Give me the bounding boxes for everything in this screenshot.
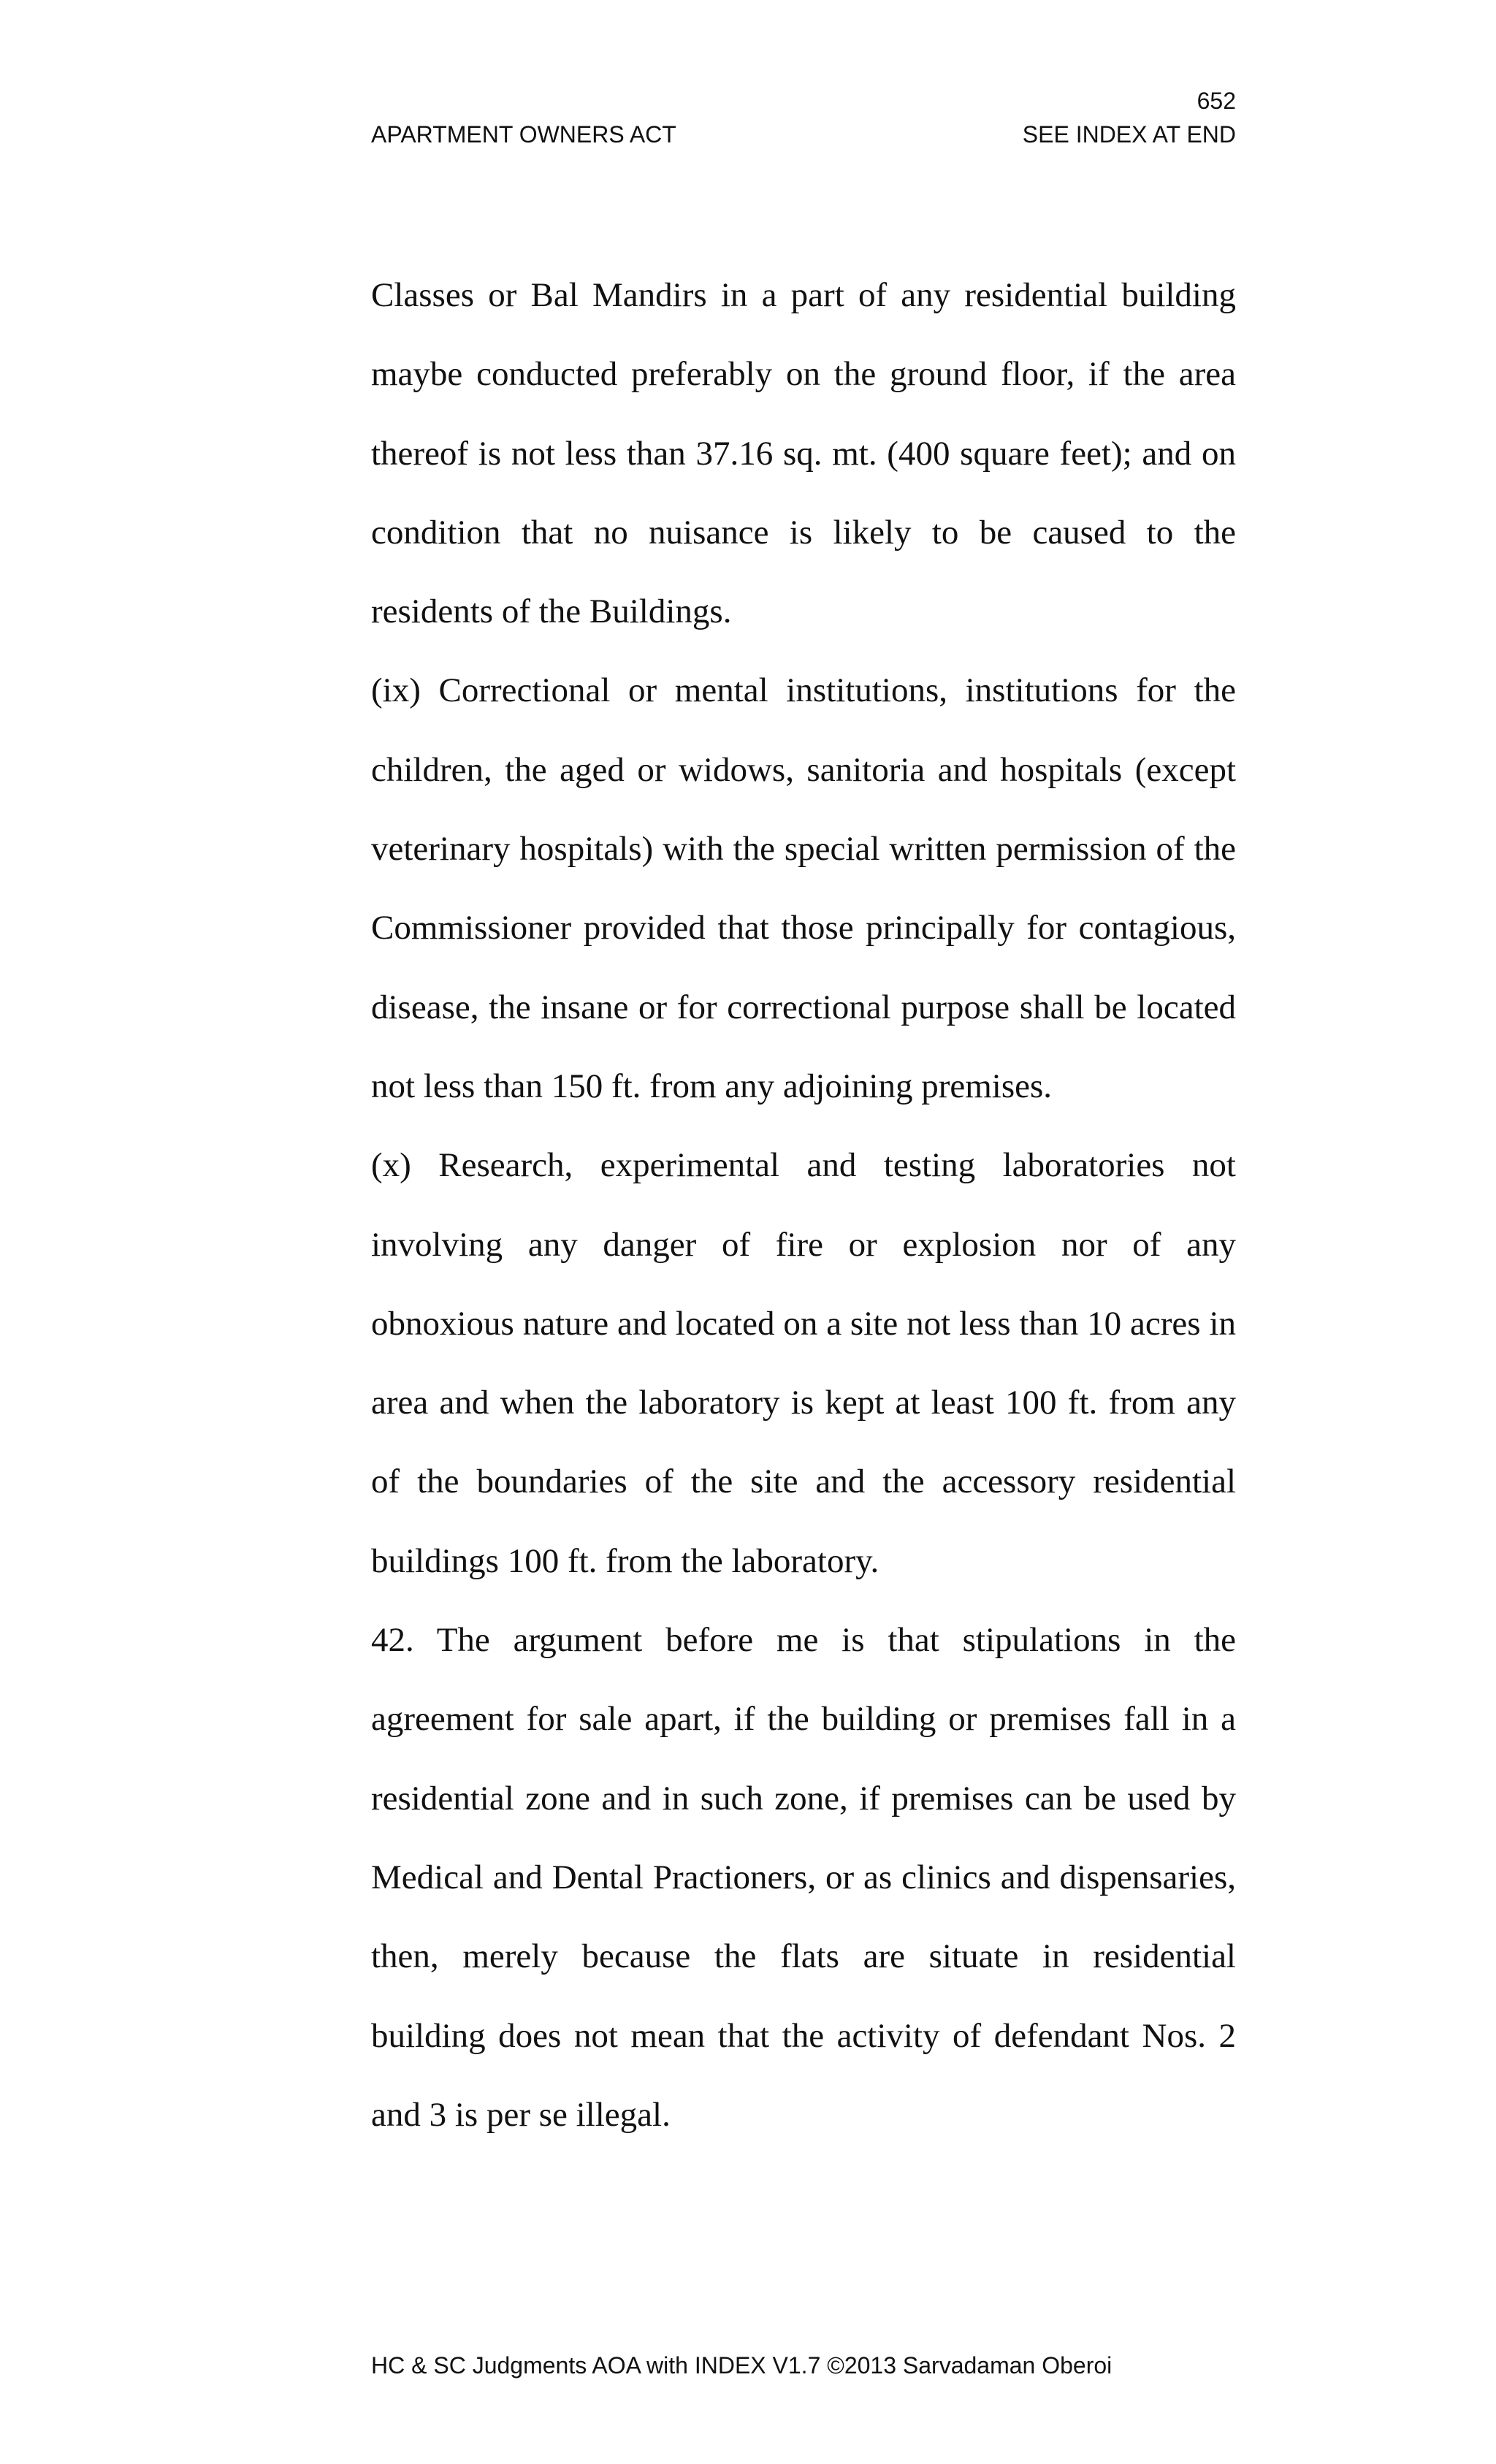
running-header — [371, 120, 1236, 149]
header-index-note: SEE INDEX AT END — [1022, 121, 1236, 148]
page-number: 652 — [1197, 88, 1236, 114]
paragraph: 42. The argument before me is that stipulations in the agreement for sale apart, if the building or premises fall in a residential zone and in such zone, if premises can be used by Medical and Dental Practioners, or as clinics and dispensaries, then, merely because the flats are situate in residential building does not mean that the activity of defendant Nos. 2 and 3 is per se illegal. — [371, 1621, 1236, 2134]
paragraph: Classes or Bal Mandirs in a part of any residential building maybe conducted preferably on the ground floor, if the area thereof is not less than 37.16 sq. mt. (400 square feet); and on condition that no nuisance is likely to be caused to the residents of the Buildings. — [371, 276, 1236, 631]
body-text — [371, 256, 1236, 2154]
paragraph: (x) Research, experimental and testing laboratories not involving any danger of fire or explosion nor of any obnoxious nature and located on a site not less than 10 acres in area and when the laboratory is kept at least 100 ft. from any of the boundaries of the site and the accessory residential buildings 100 ft. from the laboratory. — [371, 1146, 1236, 1580]
header-title: APARTMENT OWNERS ACT — [371, 121, 676, 148]
paragraph: (ix) Correctional or mental institutions, institutions for the children, the aged or widows, sanitoria and hospitals (except veterinary hospitals) with the special written permission of the Commissioner provided that those principally for contagious, disease, the insane or for correctional purpose shall be located not less than 150 ft. from any adjoining premises. — [371, 671, 1236, 1105]
footer: HC & SC Judgments AOA with INDEX V1.7 ©2013 Sarvadaman Oberoi — [371, 2352, 1113, 2379]
